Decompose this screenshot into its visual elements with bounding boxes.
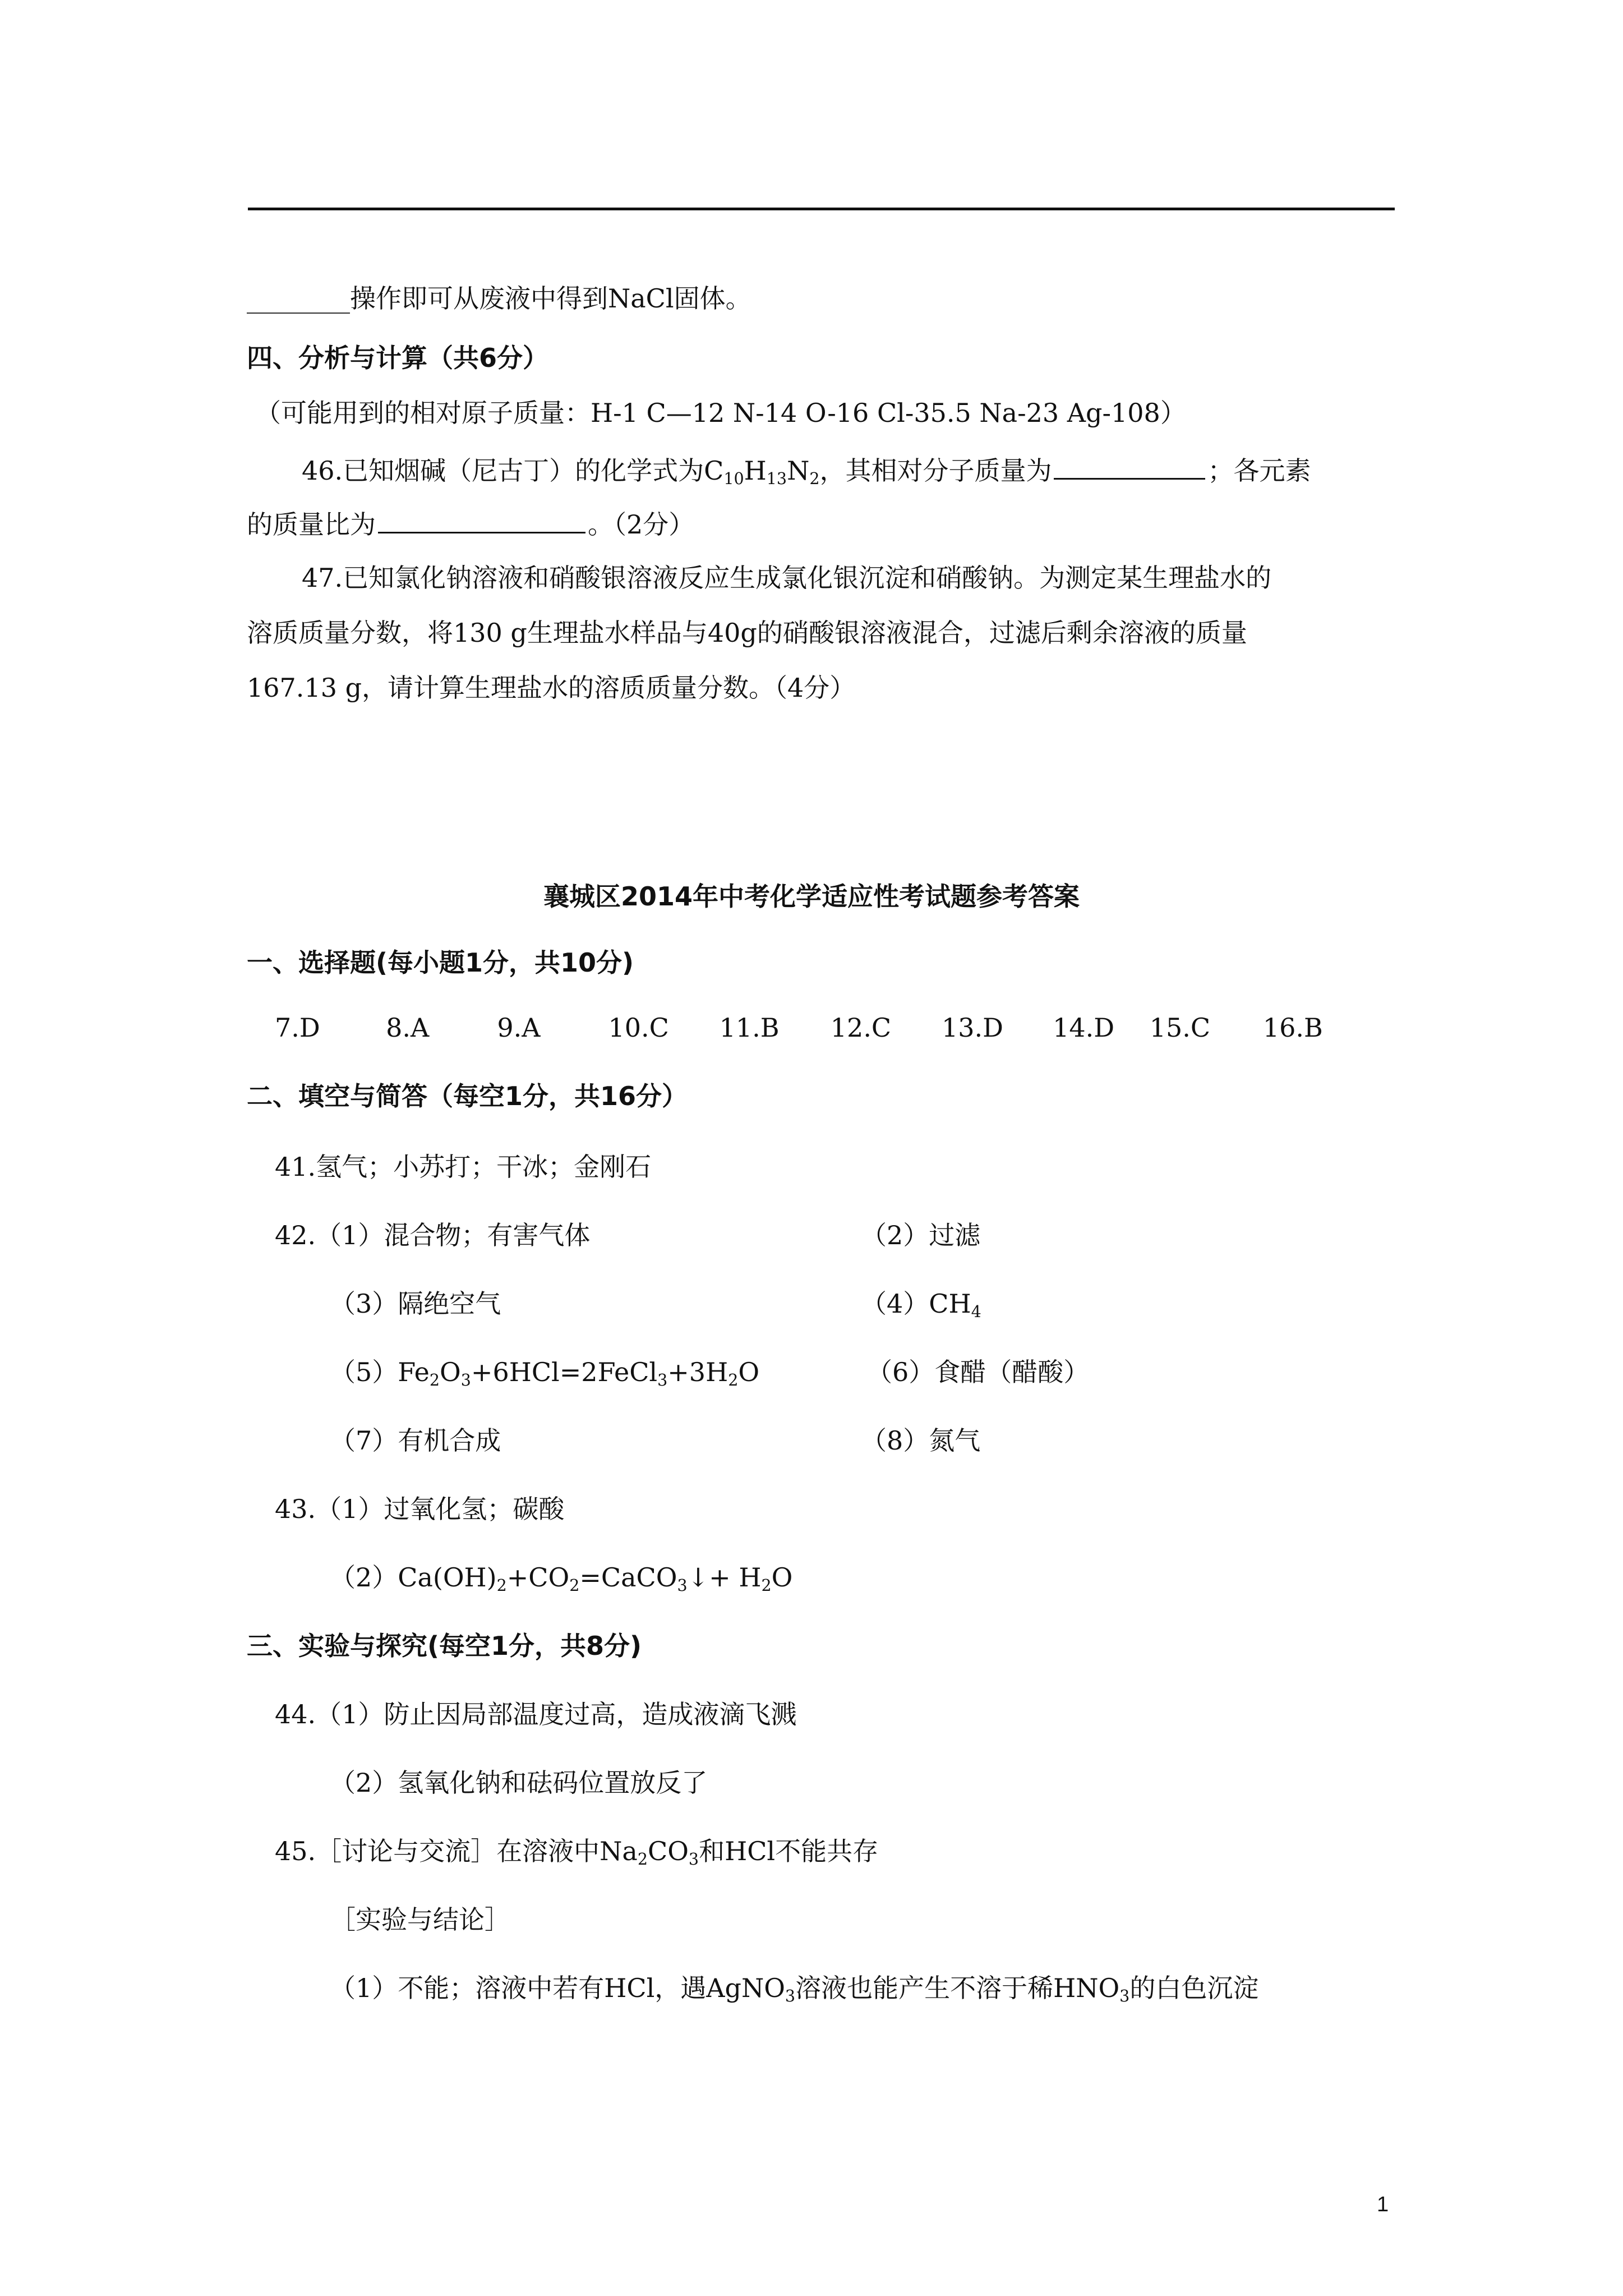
question-47-line1: 47.已知氯化钠溶液和硝酸银溶液反应生成氯化银沉淀和硝酸钠。为测定某生理盐水的 <box>302 563 1272 593</box>
blank-fragment: ________ <box>247 283 350 314</box>
answer-43-1: 43.（1）过氧化氢；碳酸 <box>275 1494 565 1524</box>
answer-42-1: 42.（1）混合物；有害气体 <box>275 1220 591 1250</box>
question-46: 46.已知烟碱（尼古丁）的化学式为$C_{10}H_{13}N_2$，其相对分子质量为 ；各元素 <box>302 453 1311 487</box>
answer-item: 11.B <box>719 1013 780 1043</box>
answer-item: 13.D <box>941 1013 1003 1043</box>
answer-item: 15.C <box>1149 1013 1211 1043</box>
choice-answers <box>275 1011 1374 1045</box>
answer-42-7: （7）有机合成 <box>330 1425 501 1456</box>
answer-44-2: （2）氢氧化钠和砝码位置放反了 <box>330 1768 708 1798</box>
answer-blank <box>378 507 585 533</box>
answer-item: 7.D <box>275 1013 320 1043</box>
answer-title: 襄城区2014年中考化学适应性考试题参考答案 <box>543 881 1080 912</box>
answer-item: 16.B <box>1262 1013 1323 1043</box>
answer-item: 10.C <box>608 1013 669 1043</box>
answer-45-1: （1）不能；溶液中若有HCl，遇AgNO$_3$溶液也能产生不溶于稀$HNO_3$的白色沉淀 <box>330 1973 1259 2005</box>
header-rule <box>248 208 1395 210</box>
atomic-masses: （可能用到的相对原子质量：H-1 C—12 N-14 O-16 Cl-35.5 Na-23 Ag-108） <box>255 398 1186 428</box>
answer-item: 14.D <box>1053 1013 1115 1043</box>
answer-44-1: 44.（1）防止因局部温度过高，造成液滴飞溅 <box>275 1699 797 1729</box>
answer-42-5: $(5)Fe_2O_3+6HCl=2FeCl_3+3H_2O$ <box>330 1357 760 1389</box>
answer-45: 45.［讨论与交流］在溶液中$Na_2CO_3$和HCl不能共存 <box>275 1836 879 1869</box>
part3-heading: 三、实验与探究(每空1分，共8分) <box>247 1631 642 1661</box>
question-46-line2: 的质量比为 。（2分） <box>247 507 694 541</box>
part1-heading: 一、选择题(每小题1分，共10分) <box>247 947 634 978</box>
question-47-line2: 溶质质量分数，将130 g生理盐水样品与40g的硝酸银溶液混合，过滤后剩余溶液的质量 <box>247 618 1247 648</box>
question-47-line3: 167.13 g，请计算生理盐水的溶质质量分数。（4分） <box>247 673 856 703</box>
answer-42-3: （3）隔绝空气 <box>330 1289 501 1319</box>
top-fragment: ________操作即可从废液中得到NaCl固体。 <box>247 283 751 314</box>
answer-42-6: （6）食醋（醋酸） <box>866 1357 1090 1387</box>
answer-blank <box>1054 453 1205 480</box>
part2-heading: 二、填空与简答（每空1分，共16分） <box>247 1081 688 1111</box>
answer-42-2: （2）过滤 <box>861 1220 981 1250</box>
section4-heading: 四、分析与计算（共6分） <box>247 343 549 373</box>
answer-41: 41.氢气；小苏打；干冰；金刚石 <box>275 1152 652 1182</box>
answer-42-4: $(4)CH_4$ <box>861 1289 981 1321</box>
answer-item: 8.A <box>386 1013 430 1043</box>
page-number: 1 <box>1377 2193 1389 2216</box>
answer-item: 12.C <box>830 1013 892 1043</box>
answer-45-experiment: ［实验与结论］ <box>330 1904 510 1935</box>
answer-43-2: $(2)Ca(OH)_2+CO_2=CaCO_3↓+ H_2O$ <box>330 1562 793 1595</box>
answer-item: 9.A <box>497 1013 541 1043</box>
answer-42-8: （8）氮气 <box>861 1425 981 1456</box>
